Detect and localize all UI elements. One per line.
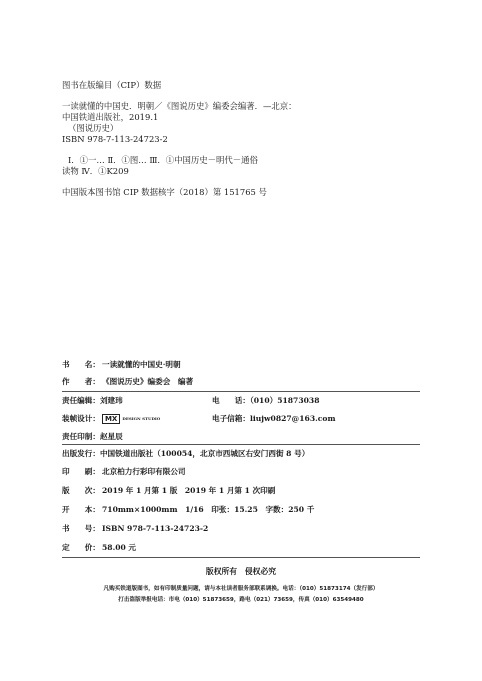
proof-label: 责任印制： [62,432,100,441]
author-label: 作 者： [62,377,100,386]
email-value: liujw0827@163.com [249,414,336,423]
edition-label: 版 次： [62,486,100,495]
proof-value: 赵星辰 [99,432,123,441]
publisher-label: 出版发行： [62,449,100,458]
email-label: 电子信箱： [212,414,250,423]
format-label: 开 本： [62,505,100,514]
rights-notice: 版权所有 侵权必究 [205,567,277,576]
isbn-label: 书 号： [62,524,100,533]
publisher-row [62,448,309,459]
author-row [62,376,193,387]
phone-row [212,395,319,406]
edition-value: 2019 年 1 月第 1 版 2019 年 1 月第 1 次印刷 [102,486,276,495]
isbn-value: ISBN 978-7-113-24723-2 [102,524,209,533]
phone-label: 电 话： [212,396,250,405]
price-row [62,542,136,553]
publisher-value: 中国铁道出版社（100054，北京市西城区右安门西街 8 号） [99,449,310,458]
cip-line-series: （图说历史） [68,123,119,133]
book-title-value: 一读就懂的中国史·明朝 [102,360,181,369]
cip-line-classification: Ⅰ．①一… Ⅱ．①图… Ⅲ．①中国历史－明代－通俗 [68,155,258,165]
cip-line-publisher: 中国铁道出版社，2019.1 [62,112,159,122]
printer-row [62,466,186,477]
price-label: 定 价： [62,543,100,552]
divider [62,444,420,445]
cip-line-title: 一读就懂的中国史．明朝／《图说历史》编委会编著．—北京： [62,101,297,111]
divider [62,391,420,392]
printer-label: 印 刷： [62,467,100,476]
book-title-label: 书 名： [62,360,100,369]
email-row [212,413,336,424]
editor-row [62,395,123,406]
isbn-row [62,523,208,534]
quality-notice: 凡购买铁道版图书，如有印制质量问题，请与本社读者服务部联系调换。电话：（010）51873174（发行部） [103,586,379,592]
author-value: 《图说历史》编委会 编著 [102,377,194,386]
cip-block [62,80,442,198]
piracy-notice: 打击盗版举报电话：市电（010）51873659，路电（021）73659，传真（010）63549480 [118,597,364,603]
format-value: 710mm×1000mm 1/16 印张：15.25 字数：250 千 [102,505,315,514]
editor-value: 刘建玮 [99,396,123,405]
design-studio-logo: MX [102,414,120,424]
edition-row [62,485,275,496]
divider [62,557,420,558]
cip-line-classification-cont: 读物 Ⅳ．①K209 [62,166,129,176]
phone-value: （010）51873038 [249,396,320,405]
editor-label: 责任编辑： [62,396,100,405]
design-label: 装帧设计： [62,414,100,423]
design-studio-logo-sub: DESIGN STUDIO [122,416,161,421]
cip-line-isbn: ISBN 978-7-113-24723-2 [62,134,168,144]
cip-heading: 图书在版编目（CIP）数据 [62,80,162,90]
printer-value: 北京柏力行彩印有限公司 [102,467,186,476]
format-row [62,504,314,515]
price-value: 58.00 元 [102,543,137,552]
proof-row [62,431,123,442]
cip-line-record: 中国版本图书馆 CIP 数据核字（2018）第 151765 号 [62,187,267,197]
design-row [62,413,161,424]
book-title-row [62,359,181,370]
